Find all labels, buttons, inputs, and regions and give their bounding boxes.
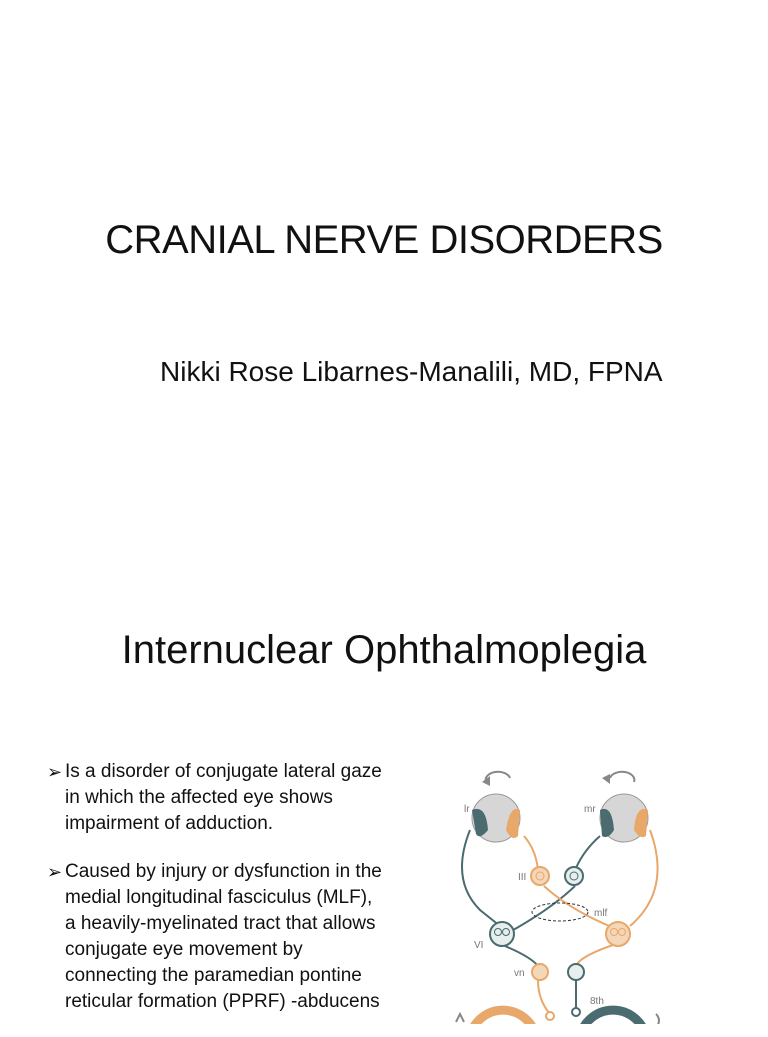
bullet-item bbox=[47, 759, 387, 837]
label-lr: lr bbox=[464, 804, 470, 815]
ganglion-node bbox=[546, 1012, 554, 1020]
abducens-nucleus bbox=[606, 922, 630, 946]
vestibular-nucleus bbox=[568, 964, 584, 980]
oculomotor-nerve-path bbox=[576, 836, 600, 868]
rotation-arrow-icon bbox=[656, 1014, 659, 1024]
label-mr: mr bbox=[584, 804, 596, 815]
abducens-nerve-path bbox=[462, 830, 500, 926]
bullet-text: Is a disorder of conjugate lateral gaze in which the affected eye shows impairment of adduction. bbox=[65, 761, 382, 834]
abducens-nucleus bbox=[490, 922, 514, 946]
bullet-text: Caused by injury or dysfunction in the medial longitudinal fasciculus (MLF), a heavily-myelinated tract that allows conjugate eye movement by connecting the paramedian pontine reticular formation (PPRF) -abducens bbox=[65, 861, 382, 1012]
vestibular-path bbox=[576, 944, 616, 966]
bullet-list bbox=[47, 759, 387, 1037]
ganglion-node bbox=[572, 1008, 580, 1016]
vestibular-path bbox=[500, 944, 538, 966]
arrow-bullet-icon: ➢ bbox=[47, 862, 63, 882]
arrowhead-icon bbox=[602, 774, 610, 784]
oculomotor-nucleus bbox=[531, 867, 549, 885]
mlf-tract-path bbox=[506, 886, 575, 934]
arrow-bullet-icon: ➢ bbox=[47, 762, 63, 782]
diagram-svg bbox=[440, 760, 680, 1024]
title-slide bbox=[0, 0, 768, 512]
label-oculomotor: III bbox=[518, 872, 527, 883]
vestibular-nucleus bbox=[532, 964, 548, 980]
abducens-nerve-path bbox=[630, 830, 658, 926]
content-slide bbox=[0, 512, 768, 1024]
author-line: Nikki Rose Libarnes-Manalili, MD, FPNA bbox=[160, 356, 663, 387]
bullet-item bbox=[47, 859, 387, 1015]
presentation-title: CRANIAL NERVE DISORDERS bbox=[105, 218, 663, 262]
mlf-pathway-diagram bbox=[440, 760, 680, 1024]
oculomotor-nucleus bbox=[565, 867, 583, 885]
rotation-arrow-icon bbox=[610, 772, 634, 782]
vestibular-path bbox=[538, 980, 550, 1014]
label-abducens: VI bbox=[474, 940, 484, 951]
right-semicircular-canal bbox=[580, 1010, 646, 1024]
mlf-tract-path bbox=[544, 886, 614, 928]
label-eighth-nerve: 8th bbox=[590, 996, 604, 1007]
oculomotor-nerve-path bbox=[524, 836, 538, 870]
label-vestibular-nucleus: vn bbox=[514, 968, 525, 979]
slide-title: Internuclear Ophthalmoplegia bbox=[121, 628, 647, 672]
label-mlf: mlf bbox=[594, 908, 608, 919]
left-semicircular-canal bbox=[470, 1010, 536, 1024]
rotation-arrow-icon bbox=[456, 1014, 464, 1022]
